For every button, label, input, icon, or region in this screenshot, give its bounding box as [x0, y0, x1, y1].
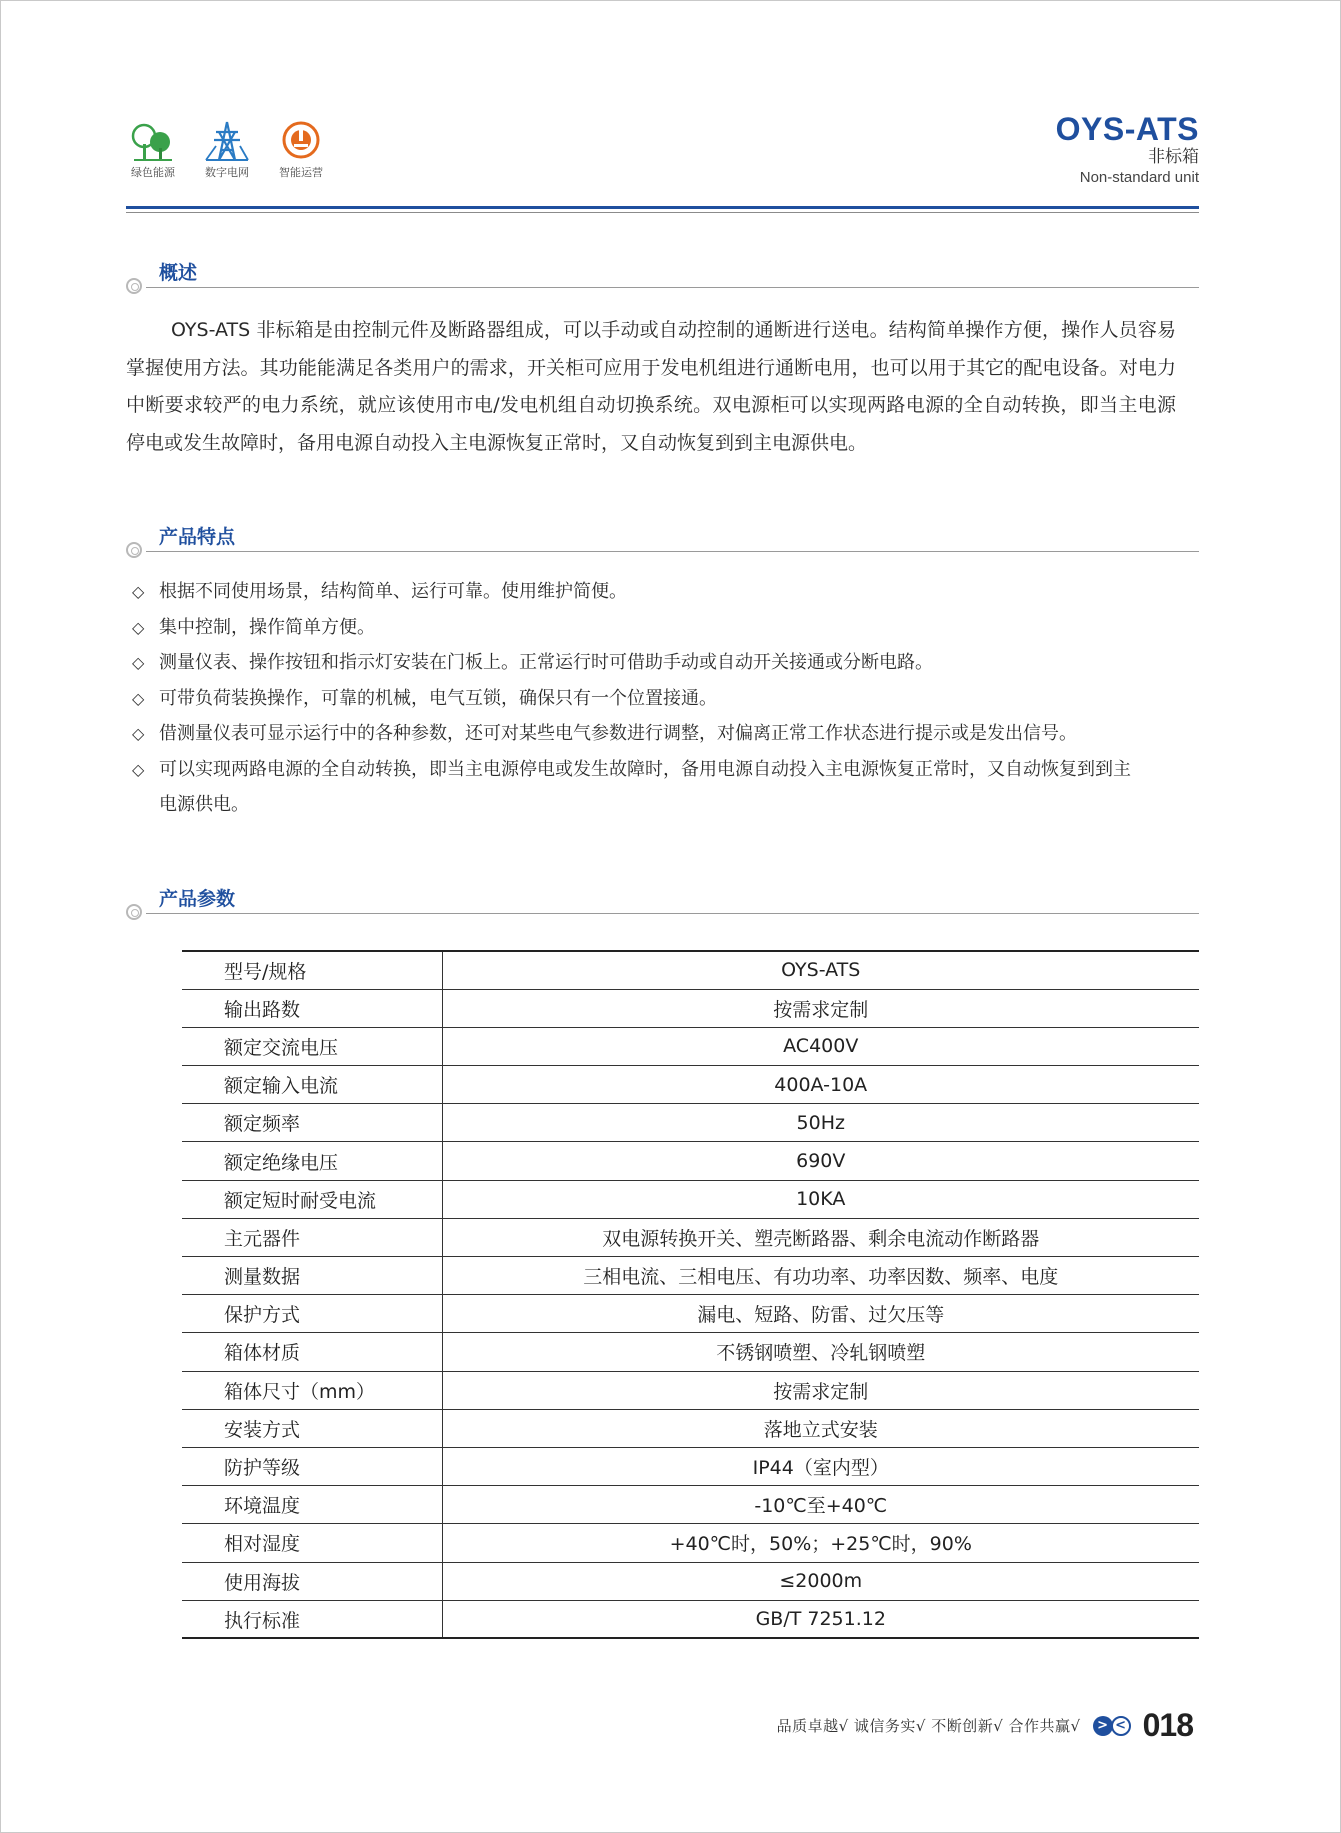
param-name: 安装方式	[182, 1409, 442, 1447]
tree-icon	[130, 120, 176, 162]
diamond-bullet-icon: ◇	[132, 688, 145, 708]
table-row	[182, 1142, 1199, 1180]
feature-text: 可带负荷装换操作，可靠的机械，电气互锁，确保只有一个位置接通。	[159, 687, 717, 709]
table-row	[182, 1486, 1199, 1524]
table-row	[182, 1524, 1199, 1562]
footer-slogan: 品质卓越√ 诚信务实√ 不断创新√ 合作共赢√	[776, 1717, 1081, 1735]
section-title: 概述	[159, 262, 198, 284]
header-rule-grey	[126, 212, 1199, 213]
feature-text: 集中控制，操作简单方便。	[159, 616, 375, 638]
feature-item	[132, 716, 1159, 752]
param-name: 相对湿度	[182, 1524, 442, 1562]
page-number: 018	[1142, 1707, 1193, 1743]
feature-item	[132, 645, 1132, 681]
product-subtitle: 非标箱	[1148, 147, 1199, 167]
param-value: 10KA	[442, 1180, 1199, 1218]
param-name: 箱体材质	[182, 1333, 442, 1371]
table-row	[182, 1447, 1199, 1485]
param-value: 690V	[442, 1142, 1199, 1180]
param-name: 测量数据	[182, 1257, 442, 1295]
param-name: 额定频率	[182, 1104, 442, 1142]
param-value: OYS-ATS	[442, 951, 1199, 989]
table-row	[182, 1409, 1199, 1447]
logo-label: 绿色能源	[131, 166, 175, 179]
table-row	[182, 1027, 1199, 1065]
diamond-bullet-icon: ◇	[132, 724, 145, 743]
param-name: 输出路数	[182, 989, 442, 1027]
table-row	[182, 1562, 1199, 1600]
spec-table	[182, 950, 1199, 1639]
section-params-header	[126, 884, 1199, 924]
power-tower-icon	[204, 120, 250, 162]
section-overview-header	[126, 258, 1199, 298]
param-value: -10℃至+40℃	[442, 1486, 1199, 1524]
section-circle-icon	[126, 904, 142, 920]
param-value: 按需求定制	[442, 989, 1199, 1027]
param-value: AC400V	[442, 1027, 1199, 1065]
param-value: IP44（室内型）	[442, 1447, 1199, 1485]
diamond-bullet-icon: ◇	[132, 582, 145, 601]
feature-item	[132, 752, 1132, 823]
header-rule-blue	[126, 206, 1199, 209]
table-row	[182, 1180, 1199, 1218]
logo-smart-ops	[274, 120, 328, 180]
param-value: 50Hz	[442, 1104, 1199, 1142]
feature-list	[132, 574, 1132, 823]
param-name: 防护等级	[182, 1447, 442, 1485]
feature-item	[132, 681, 1132, 717]
table-row	[182, 1600, 1199, 1638]
param-name: 使用海拔	[182, 1562, 442, 1600]
feature-text: 根据不同使用场景，结构简单、运行可靠。使用维护简便。	[159, 581, 627, 602]
param-value: +40℃时，50%；+25℃时，90%	[442, 1524, 1199, 1562]
param-value: 落地立式安装	[442, 1409, 1199, 1447]
param-value: 不锈钢喷塑、冷轧钢喷塑	[442, 1333, 1199, 1371]
next-page-icon[interactable]: >	[1093, 1716, 1113, 1736]
param-name: 额定输入电流	[182, 1066, 442, 1104]
table-row	[182, 951, 1199, 989]
param-value: 按需求定制	[442, 1371, 1199, 1409]
table-row	[182, 1218, 1199, 1256]
section-circle-icon	[126, 278, 142, 294]
smart-ops-icon	[278, 120, 324, 162]
diamond-bullet-icon: ◇	[132, 759, 145, 779]
table-row	[182, 1333, 1199, 1371]
param-name: 额定交流电压	[182, 1027, 442, 1065]
overview-text: OYS-ATS 非标箱是由控制元件及断路器组成，可以手动或自动控制的通断进行送电。结构简单操作方便，操作人员容易掌握使用方法。其功能能满足各类用户的需求，开关柜可应用于发电机组进行通断电用，也可以用于其它的配电设备。对电力中断要求较严的电力系统，就应该使用市电/发电机组自动切换系统。双电源柜可以实现两路电源的全自动转换，即当主电源停电或发生故障时，备用电源自动投入主电源恢复正常时，又自动恢复到到主电源供电。	[126, 319, 1176, 454]
table-row	[182, 1257, 1199, 1295]
feature-item	[132, 574, 1132, 610]
table-row	[182, 1104, 1199, 1142]
param-name: 保护方式	[182, 1295, 442, 1333]
param-value: ≤2000m	[442, 1562, 1199, 1600]
logo-green-energy	[126, 120, 180, 180]
param-value: GB/T 7251.12	[442, 1600, 1199, 1638]
param-name: 额定短时耐受电流	[182, 1180, 442, 1218]
feature-text: 借测量仪表可显示运行中的各种参数，还可对某些电气参数进行调整，对偏离正常工作状态进行提示或是发出信号。	[159, 723, 1077, 744]
param-value: 双电源转换开关、塑壳断路器、剩余电流动作断路器	[442, 1218, 1199, 1256]
table-row	[182, 1295, 1199, 1333]
page-footer	[777, 1707, 1193, 1744]
logo-label: 数字电网	[205, 166, 249, 179]
logo-label: 智能运营	[279, 166, 323, 179]
param-name: 执行标准	[182, 1600, 442, 1638]
param-name: 箱体尺寸（mm）	[182, 1371, 442, 1409]
header-logos	[126, 120, 328, 180]
param-value: 漏电、短路、防雷、过欠压等	[442, 1295, 1199, 1333]
feature-text: 测量仪表、操作按钮和指示灯安装在门板上。正常运行时可借助手动或自动开关接通或分断电路。	[159, 652, 933, 673]
section-divider	[146, 551, 1199, 552]
section-features-header	[126, 522, 1199, 562]
param-name: 主元器件	[182, 1218, 442, 1256]
feature-item	[132, 610, 1132, 646]
param-name: 环境温度	[182, 1486, 442, 1524]
param-value: 400A-10A	[442, 1066, 1199, 1104]
table-row	[182, 1371, 1199, 1409]
param-name: 型号/规格	[182, 951, 442, 989]
section-divider	[146, 913, 1199, 914]
product-title-block	[1056, 112, 1199, 188]
diamond-bullet-icon: ◇	[132, 617, 145, 637]
prev-page-icon[interactable]: <	[1111, 1716, 1131, 1736]
param-name: 额定绝缘电压	[182, 1142, 442, 1180]
section-title: 产品参数	[159, 888, 236, 910]
table-row	[182, 989, 1199, 1027]
product-subtitle-en: Non-standard unit	[1079, 169, 1199, 186]
table-row	[182, 1066, 1199, 1104]
feature-text: 可以实现两路电源的全自动转换，即当主电源停电或发生故障时，备用电源自动投入主电源恢复正常时，又自动恢复到到主电源供电。	[159, 758, 1131, 815]
section-title: 产品特点	[159, 526, 236, 548]
product-model: OYS-ATS	[1055, 111, 1199, 147]
diamond-bullet-icon: ◇	[132, 653, 145, 672]
section-circle-icon	[126, 542, 142, 558]
param-value: 三相电流、三相电压、有功功率、功率因数、频率、电度	[442, 1257, 1199, 1295]
page-nav	[1093, 1716, 1131, 1736]
section-divider	[146, 287, 1199, 288]
logo-digital-grid	[200, 120, 254, 180]
